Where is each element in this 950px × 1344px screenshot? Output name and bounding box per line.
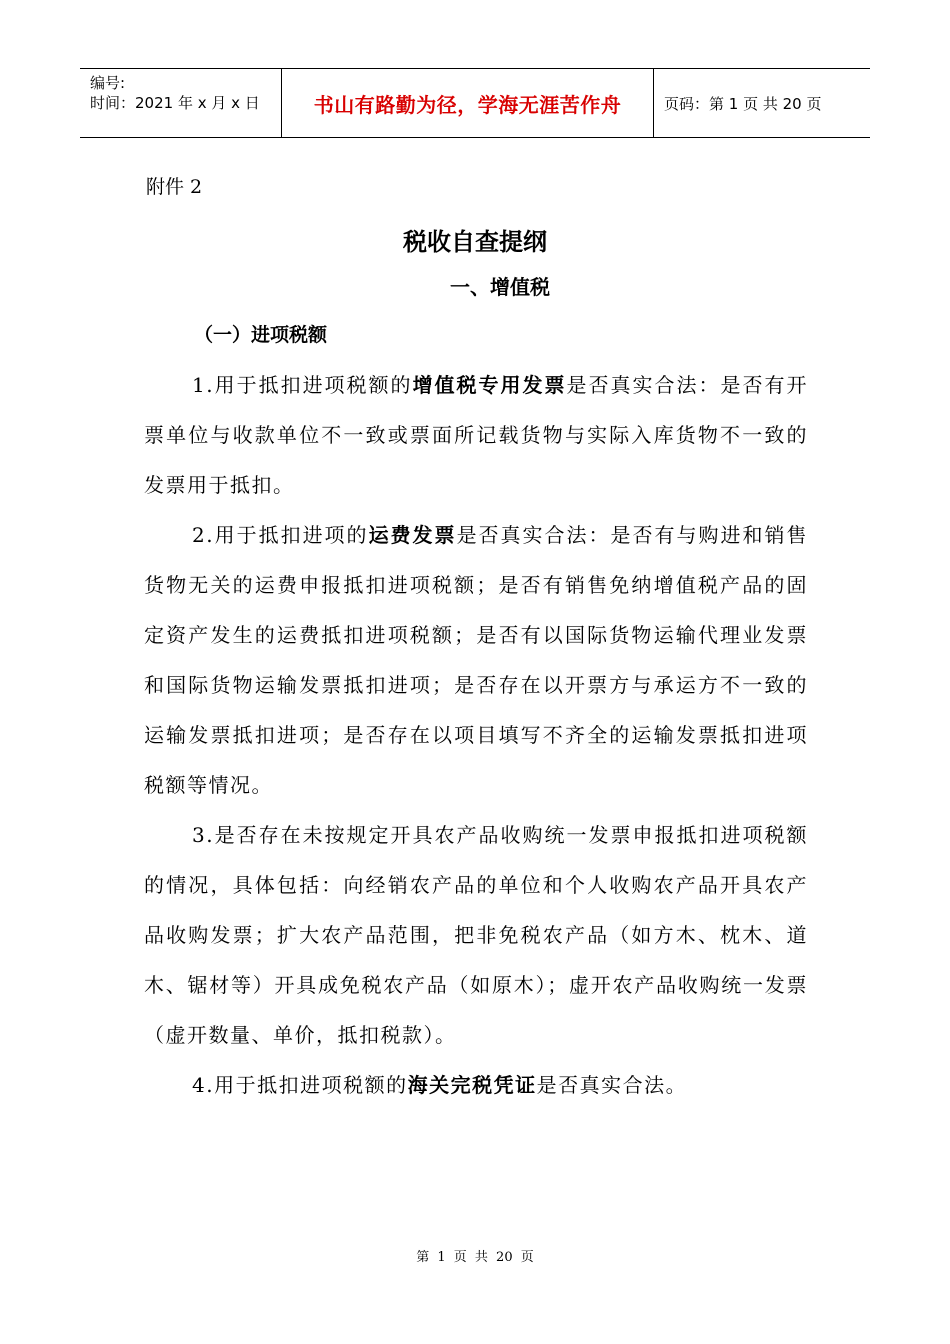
paragraph-item-4: 4.用于抵扣进项税额的海关完税凭证是否真实合法。 <box>192 1073 688 1097</box>
header-meta <box>80 69 282 137</box>
time-label: 时间：2021 年 x 月 x 日 <box>90 94 260 112</box>
header-page-label: 页码：第 1 页 共 20 页 <box>664 94 822 113</box>
section-heading: 一、增值税 <box>450 275 550 299</box>
paragraph-item-2: 2.用于抵扣进项的运费发票是否真实合法：是否有与购进和销售货物无关的运费申报抵扣进项税额；是否有销售免纳增值税产品的固定资产发生的运费抵扣进项税额；是否有以国际货物运输代理业发票和国际货物运输发票抵扣进项；是否存在以开票方与承运方不一致的运输发票抵扣进项；是否存在以项目填写不齐全的运输发票抵扣进项税额等情况。 <box>144 523 809 797</box>
number-label: 编号: <box>90 74 126 92</box>
paragraph-item-3: 3.是否存在未按规定开具农产品收购统一发票申报抵扣进项税额的情况，具体包括：向经销农产品的单位和个人收购农产品开具农产品收购发票；扩大农产品范围，把非免税农产品（如方木、枕木、道木、锯材等）开具成免税农产品（如原木）；虚开农产品收购统一发票（虚开数量、单价，抵扣税款）。 <box>144 823 808 1047</box>
paragraph-item-1: 1.用于抵扣进项税额的增值税专用发票是否真实合法：是否有开票单位与收款单位不一致或票面所记载货物与实际入库货物不一致的发票用于抵扣。 <box>144 373 809 497</box>
subsection-heading: （一）进项税额 <box>194 324 328 346</box>
page-footer: 第 1 页 共 20 页 <box>416 1250 534 1265</box>
document-body <box>144 360 808 1110</box>
header-table <box>80 68 870 138</box>
document-title: 税收自查提纲 <box>403 228 547 256</box>
header-motto: 书山有路勤为径，学海无涯苦作舟 <box>282 69 654 137</box>
attachment-label: 附件 2 <box>146 176 203 198</box>
